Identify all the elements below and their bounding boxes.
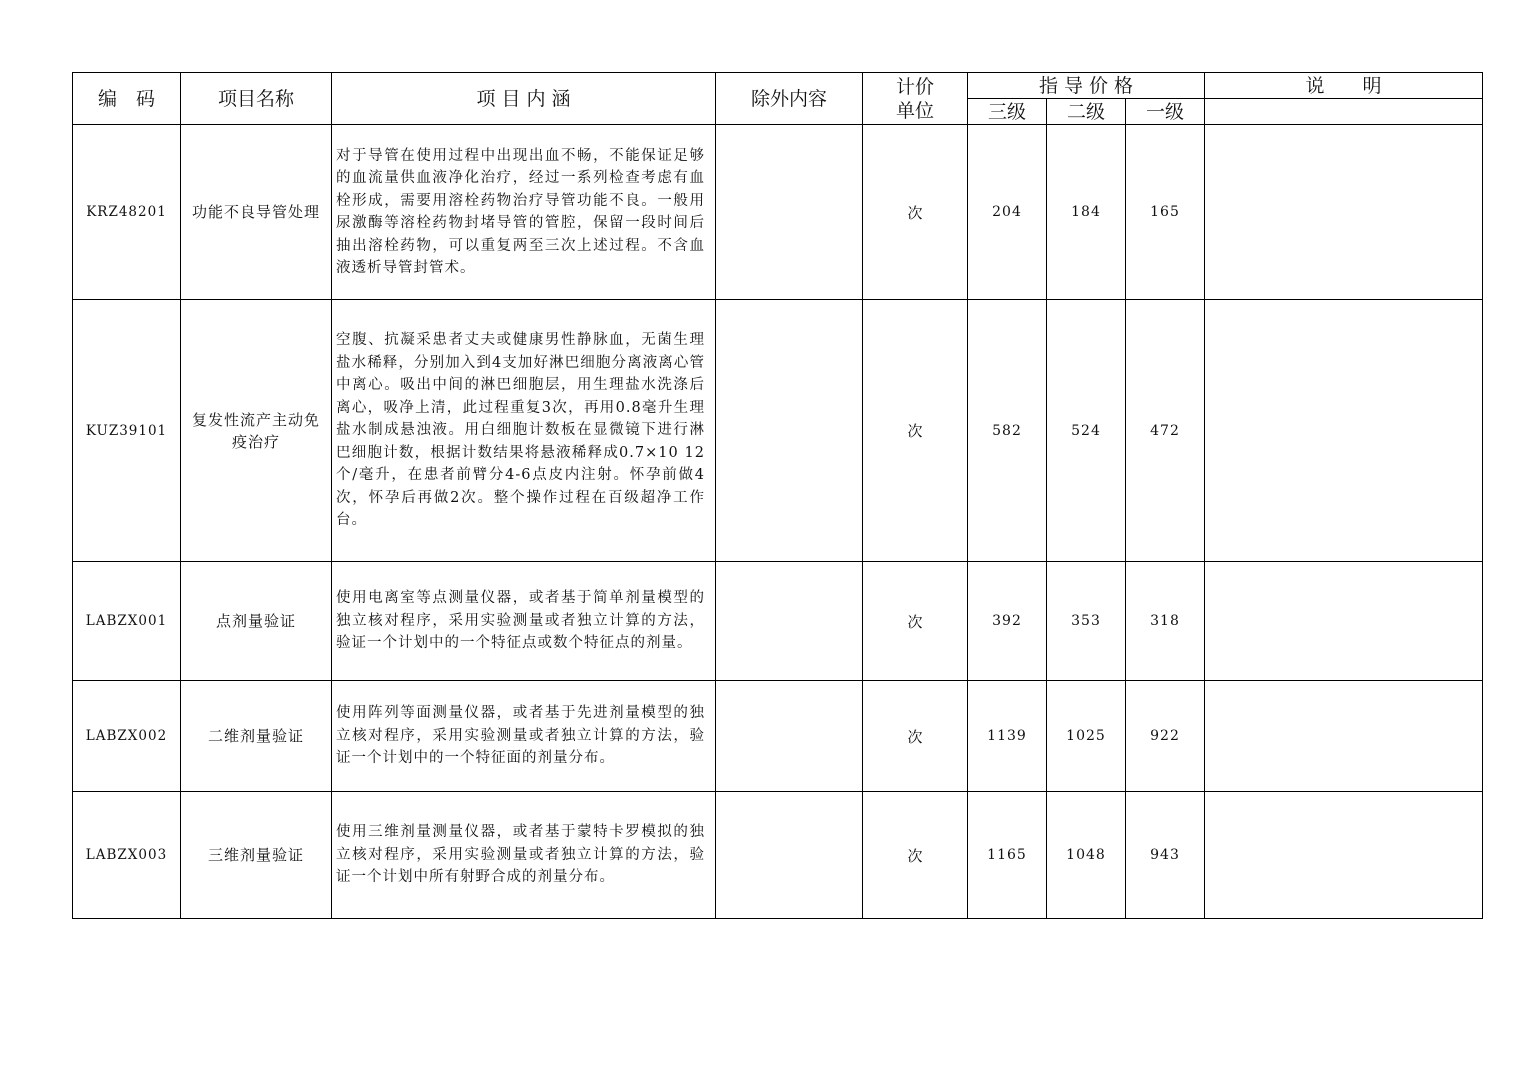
header-unit-line2: 单位 [895,99,934,122]
row-excluded [716,125,863,300]
row-code: LABZX002 [73,681,181,792]
row-level3-price: 1165 [968,792,1047,919]
header-note-sub [1205,99,1483,125]
row-level3-price: 392 [968,562,1047,681]
row-unit: 次 [863,681,968,792]
row-excluded [716,792,863,919]
header-unit-line1: 计价 [895,75,934,98]
row-note [1205,300,1483,562]
header-level2: 二级 [1047,99,1126,125]
row-note [1205,125,1483,300]
row-level1-price: 165 [1126,125,1205,300]
row-content: 空腹、抗凝采患者丈夫或健康男性静脉血，无菌生理盐水稀释，分别加入到4支加好淋巴细胞分离液离心管中离心。吸出中间的淋巴细胞层，用生理盐水洗涤后离心，吸净上清，此过程重复3次，再用0.8毫升生理盐水制成悬浊液。用白细胞计数板在显微镜下进行淋巴细胞计数，根据计数结果将悬液稀释成0.7×10 12个/毫升，在患者前臂分4-6点皮内注射。怀孕前做4次，怀孕后再做2次。整个操作过程在百级超净工作台。 [332,300,716,562]
row-level2-price: 524 [1047,300,1126,562]
row-name: 二维剂量验证 [181,681,332,792]
row-name: 点剂量验证 [181,562,332,681]
header-level3: 三级 [968,99,1047,125]
table-row [73,300,1483,562]
row-level3-price: 1139 [968,681,1047,792]
table-row [73,562,1483,681]
row-excluded [716,681,863,792]
row-note [1205,681,1483,792]
price-table [72,72,1483,919]
row-name: 复发性流产主动免疫治疗 [181,300,332,562]
header-guide-price: 指 导 价 格 [968,73,1205,99]
row-note [1205,562,1483,681]
row-excluded [716,562,863,681]
row-note [1205,792,1483,919]
row-level1-price: 943 [1126,792,1205,919]
row-level2-price: 353 [1047,562,1126,681]
row-code: KRZ48201 [73,125,181,300]
row-unit: 次 [863,562,968,681]
row-name: 三维剂量验证 [181,792,332,919]
row-level2-price: 1048 [1047,792,1126,919]
header-note: 说 明 [1205,73,1483,99]
row-code: LABZX003 [73,792,181,919]
row-level3-price: 582 [968,300,1047,562]
row-unit: 次 [863,125,968,300]
row-level1-price: 922 [1126,681,1205,792]
price-table-sheet [72,72,1482,919]
row-unit: 次 [863,792,968,919]
row-content: 使用电离室等点测量仪器，或者基于简单剂量模型的独立核对程序，采用实验测量或者独立计算的方法，验证一个计划中的一个特征点或数个特征点的剂量。 [332,562,716,681]
row-level3-price: 204 [968,125,1047,300]
header-name: 项目名称 [181,73,332,125]
header-content: 项 目 内 涵 [332,73,716,125]
table-row [73,792,1483,919]
header-level1: 一级 [1126,99,1205,125]
row-unit: 次 [863,300,968,562]
header-code: 编 码 [73,73,181,125]
table-row [73,125,1483,300]
table-row [73,681,1483,792]
row-code: KUZ39101 [73,300,181,562]
row-level2-price: 1025 [1047,681,1126,792]
row-name: 功能不良导管处理 [181,125,332,300]
header-excluded: 除外内容 [716,73,863,125]
row-content: 使用三维剂量测量仪器，或者基于蒙特卡罗模拟的独立核对程序，采用实验测量或者独立计算的方法，验证一个计划中所有射野合成的剂量分布。 [332,792,716,919]
header-unit [863,73,968,125]
row-level1-price: 318 [1126,562,1205,681]
row-content: 对于导管在使用过程中出现出血不畅，不能保证足够的血流量供血液净化治疗，经过一系列检查考虑有血栓形成，需要用溶栓药物治疗导管功能不良。一般用尿激酶等溶栓药物封堵导管的管腔，保留一段时间后抽出溶栓药物，可以重复两至三次上述过程。不含血液透析导管封管术。 [332,125,716,300]
row-level1-price: 472 [1126,300,1205,562]
row-content: 使用阵列等面测量仪器，或者基于先进剂量模型的独立核对程序，采用实验测量或者独立计算的方法，验证一个计划中的一个特征面的剂量分布。 [332,681,716,792]
row-excluded [716,300,863,562]
row-level2-price: 184 [1047,125,1126,300]
row-code: LABZX001 [73,562,181,681]
